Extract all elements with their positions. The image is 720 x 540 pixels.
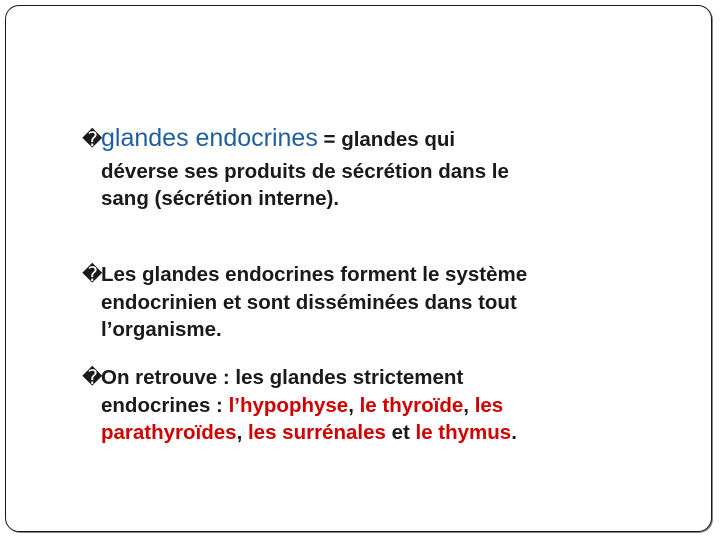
gland-parathyroides: parathyroïdes	[101, 421, 237, 444]
p1-line1	[82, 120, 682, 158]
period: .	[511, 421, 517, 444]
p3-line3	[82, 419, 682, 446]
p1-line3: sang (sécrétion interne).	[101, 187, 340, 210]
gland-surrenales: les surrénales	[247, 421, 386, 444]
gland-hypophyse: l’hypophyse	[228, 394, 349, 417]
term-glandes-endocrines: glandes endocrines	[101, 124, 318, 152]
bullet-icon: �	[82, 367, 103, 389]
p2-line3: l’organisme.	[101, 318, 222, 341]
bullet-icon: �	[82, 264, 103, 286]
p2-line1	[82, 261, 682, 289]
conjunction-et: et	[385, 421, 416, 444]
gland-les: les	[474, 394, 504, 417]
separator: ,	[236, 421, 248, 444]
p1-line2: déverse ses produits de sécrétion dans le	[101, 160, 509, 183]
bullet-icon: �	[82, 129, 103, 151]
separator: ,	[463, 394, 475, 417]
gland-thyroide: le thyroïde	[359, 394, 464, 417]
paragraph-systeme-endocrinien	[82, 261, 682, 343]
gland-thymus: le thymus	[415, 421, 512, 444]
p2-line2: endocrinien et sont disséminées dans tout	[101, 291, 517, 314]
paragraph-glandes-strictement	[82, 364, 682, 446]
p3-line1-text: On retrouve : les glandes strictement	[101, 366, 464, 389]
separator: ,	[348, 394, 360, 417]
paragraph-glandes-endocrines	[82, 120, 682, 212]
p3-line2	[82, 392, 682, 419]
p3-line1	[82, 364, 682, 392]
p2-line1-text: Les glandes endocrines forment le système	[101, 263, 528, 286]
p3-line2-prefix: endocrines :	[101, 394, 229, 417]
p1-after-term: = glandes qui	[317, 128, 456, 151]
